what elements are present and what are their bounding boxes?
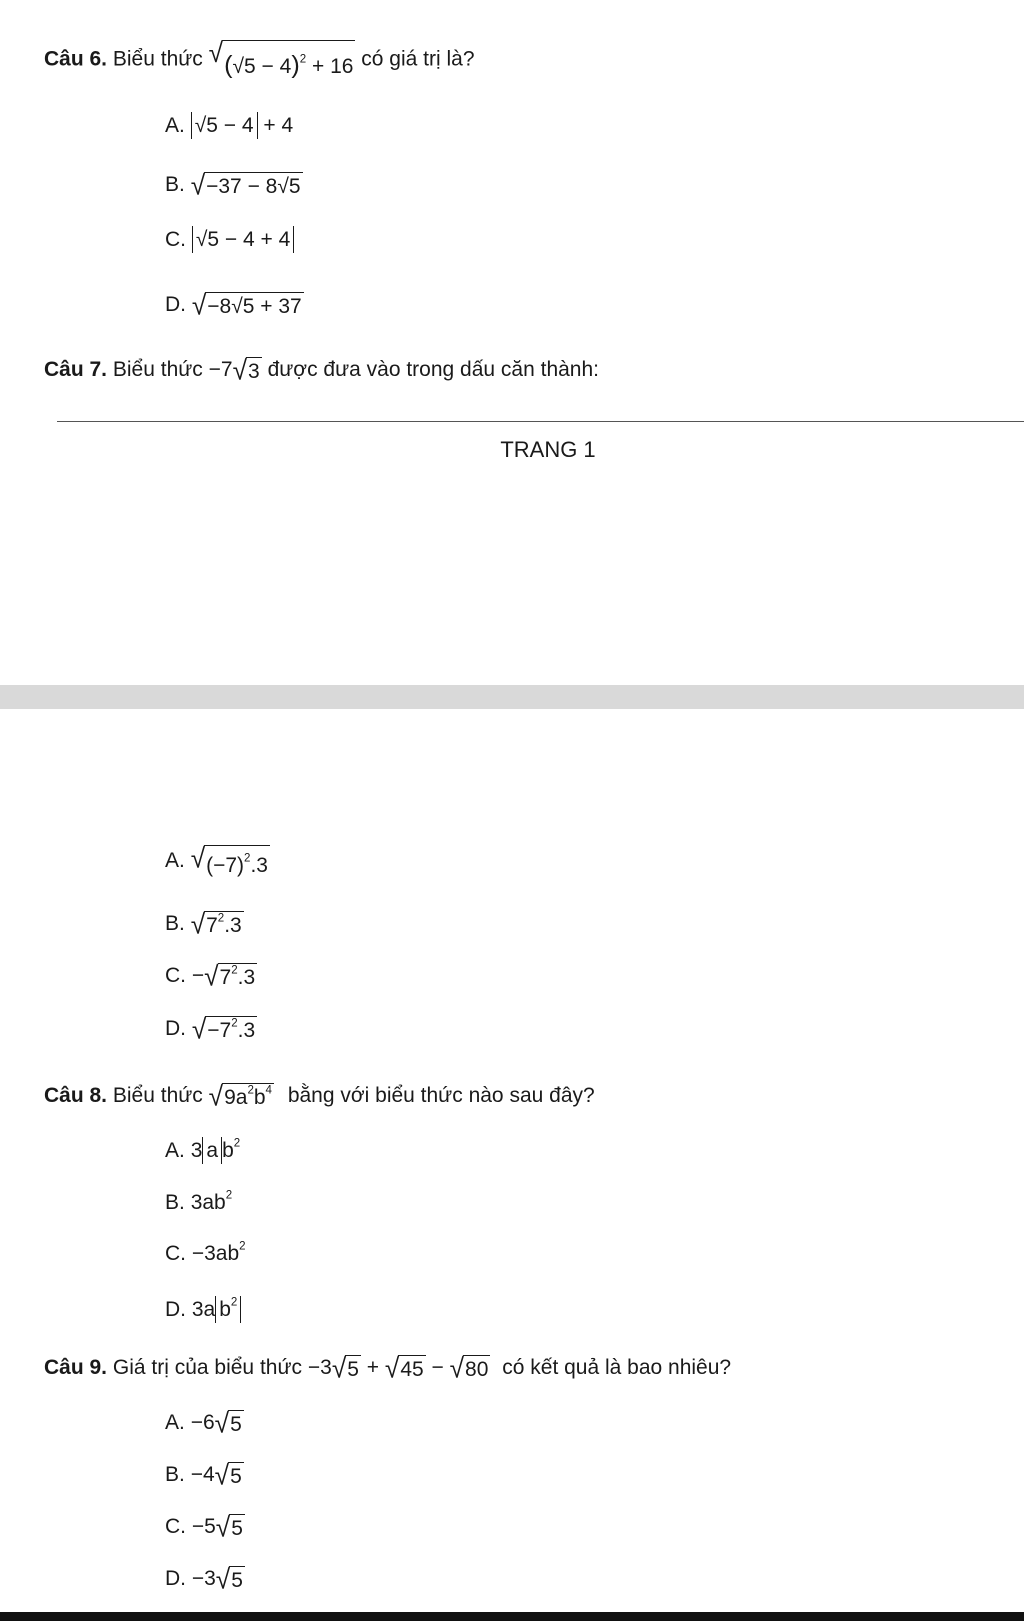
q9-option-b[interactable]: B. −4 √ 5	[165, 1459, 242, 1491]
q9-option-a[interactable]: A. −6 √ 5	[165, 1407, 242, 1439]
option-letter: A.	[165, 849, 185, 873]
question-6-suffix: có giá trị là?	[361, 47, 475, 71]
question-9-label: Câu 9.	[44, 1356, 108, 1380]
q9-option-c[interactable]: C. −5 √ 5	[165, 1511, 243, 1543]
question-7-label: Câu 7.	[44, 358, 108, 382]
question-7-suffix: được đưa vào trong dấu căn thành:	[267, 358, 599, 382]
question-6-prefix: Biểu thức	[112, 47, 203, 71]
option-letter: B.	[165, 173, 185, 197]
q6-option-a[interactable]: A. √5 − 4 + 4	[165, 112, 293, 139]
q7-option-a[interactable]: A. √ $(-7)^2.3$	[165, 842, 268, 877]
question-8-prefix: Biểu thức	[112, 1084, 203, 1108]
page-separator	[0, 685, 1024, 709]
question-6-label: Câu 6.	[44, 47, 108, 71]
question-8: Câu 8. Biểu thức √ $9a^2b^4$ bằng với biểu thức nào sau đây?	[44, 1080, 595, 1112]
q7-option-c[interactable]: C. − √ $7^2.3$	[165, 960, 256, 992]
option-letter: C.	[165, 228, 186, 251]
question-6-expression: √ $(√5 - 4)^2 + 16$	[208, 36, 354, 79]
option-letter: D.	[165, 1567, 186, 1591]
option-letter: A.	[165, 114, 185, 137]
question-8-label: Câu 8.	[44, 1084, 108, 1108]
question-9-prefix: Giá trị của biểu thức	[112, 1356, 303, 1380]
q6-option-c[interactable]: C. √5 − 4 + 4	[165, 226, 294, 253]
option-letter: D.	[165, 1298, 186, 1321]
option-letter: B.	[165, 1463, 185, 1487]
question-6	[44, 36, 475, 80]
option-letter: A.	[165, 1411, 185, 1435]
question-8-suffix: bằng với biểu thức nào sau đây?	[287, 1084, 595, 1108]
page-footer-rule	[57, 421, 1024, 422]
option-letter: D.	[165, 293, 186, 317]
q9-option-d[interactable]: D. −3 √ 5	[165, 1563, 243, 1595]
question-9: Câu 9. Giá trị của biểu thức −3 √ 5 + √ 45 − √ 80 có kết quả là bao nhiêu?	[44, 1352, 732, 1384]
page-bottom-edge	[0, 1612, 1024, 1621]
option-letter: C.	[165, 1242, 186, 1265]
option-letter: C.	[165, 1515, 186, 1539]
page-footer: TRANG 1	[500, 437, 596, 462]
q7-option-b[interactable]: B. √ $7^2.3$	[165, 908, 242, 940]
q6-option-b[interactable]: B. √ −37 − 8√5	[165, 169, 301, 201]
q7-option-d[interactable]: D. √ $-7^2.3$	[165, 1013, 256, 1045]
question-9-suffix: có kết quả là bao nhiêu?	[502, 1356, 732, 1380]
option-letter: B.	[165, 912, 185, 936]
q8-option-d[interactable]: D. 3a $b^2$	[165, 1296, 241, 1323]
q8-option-c[interactable]: C. $-3ab^2$	[165, 1240, 246, 1265]
question-7: Câu 7. Biểu thức −7 √ 3 được đưa vào trong dấu căn thành:	[44, 354, 599, 386]
option-letter: A.	[165, 1139, 185, 1162]
q6-option-d[interactable]: D. √ −8√5 + 37	[165, 289, 302, 321]
option-letter: B.	[165, 1191, 185, 1214]
q8-option-a[interactable]: A. 3 a $b^2$	[165, 1137, 240, 1164]
option-letter: C.	[165, 964, 186, 988]
question-7-prefix: Biểu thức	[112, 358, 203, 382]
q8-option-b[interactable]: B. $3ab^2$	[165, 1189, 233, 1214]
option-letter: D.	[165, 1017, 186, 1041]
